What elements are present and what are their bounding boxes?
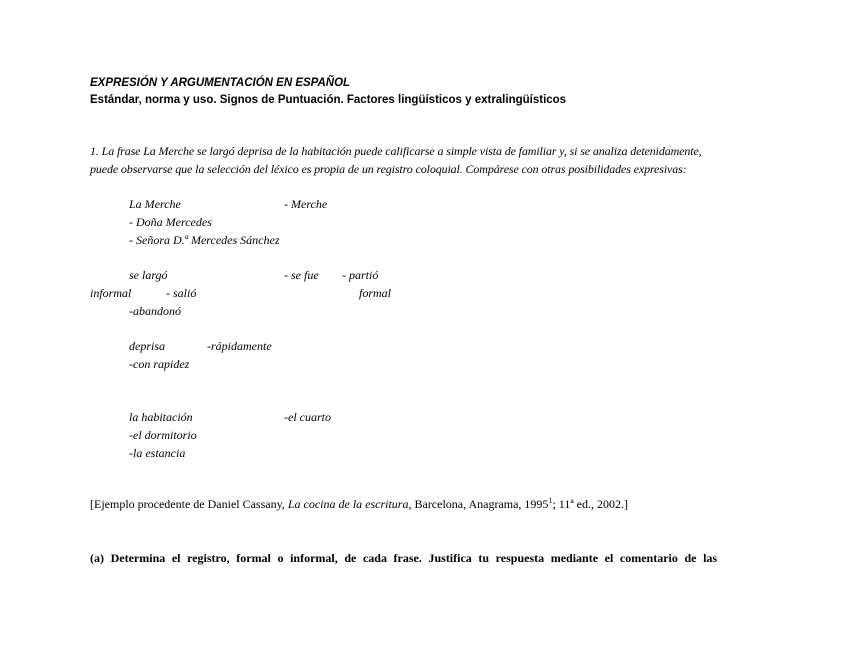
adverb-option: -con rapidez [129, 357, 190, 371]
verb-option: -abandonó [129, 304, 181, 318]
question-a: (a) Determina el registro, formal o informal, de cada frase. Justifica tu respuesta mediante el comentario de las [90, 551, 718, 565]
place-option: -el cuarto [284, 410, 331, 424]
verb-option: - salió [166, 286, 197, 300]
name-option-main: La Merche [129, 197, 181, 211]
intro-line-2: puede observarse que la selección del léxico es propia de un registro coloquial. Compárese con otras posibilidades expresivas: [90, 162, 687, 176]
intro-line-1: 1. La frase La Merche se largó deprisa de la habitación puede calificarse a simple vista de familiar y, si se analiza detenidamente, [90, 144, 702, 158]
source-citation [90, 497, 628, 512]
citation-text: ; 11ª ed., 2002.] [552, 497, 628, 511]
adverb-option-main: deprisa [129, 339, 165, 353]
citation-book-title: La cocina de la escritura [287, 497, 409, 511]
verb-option: - se fue [284, 268, 319, 282]
name-option: - Señora D.ª Mercedes Sánchez [129, 233, 280, 247]
verb-option-main: se largó [129, 268, 168, 282]
informal-label: informal [90, 286, 132, 300]
citation-text: , Barcelona, Anagrama, 1995 [408, 497, 549, 511]
document-title: EXPRESIÓN Y ARGUMENTACIÓN EN ESPAÑOL [90, 77, 351, 89]
citation-superscript: 1 [548, 496, 553, 505]
place-option-main: la habitación [129, 410, 193, 424]
document-subtitle: Estándar, norma y uso. Signos de Puntuación. Factores lingüísticos y extralingüísticos [90, 94, 567, 106]
adverb-option: -rápidamente [207, 339, 272, 353]
citation-text: [Ejemplo procedente de Daniel Cassany, [90, 497, 288, 511]
place-option: -la estancia [129, 446, 186, 460]
formal-label: formal [359, 286, 392, 300]
place-option: -el dormitorio [129, 428, 197, 442]
verb-option: - partió [342, 268, 379, 282]
name-option: - Doña Mercedes [129, 215, 212, 229]
name-option: - Merche [284, 197, 328, 211]
